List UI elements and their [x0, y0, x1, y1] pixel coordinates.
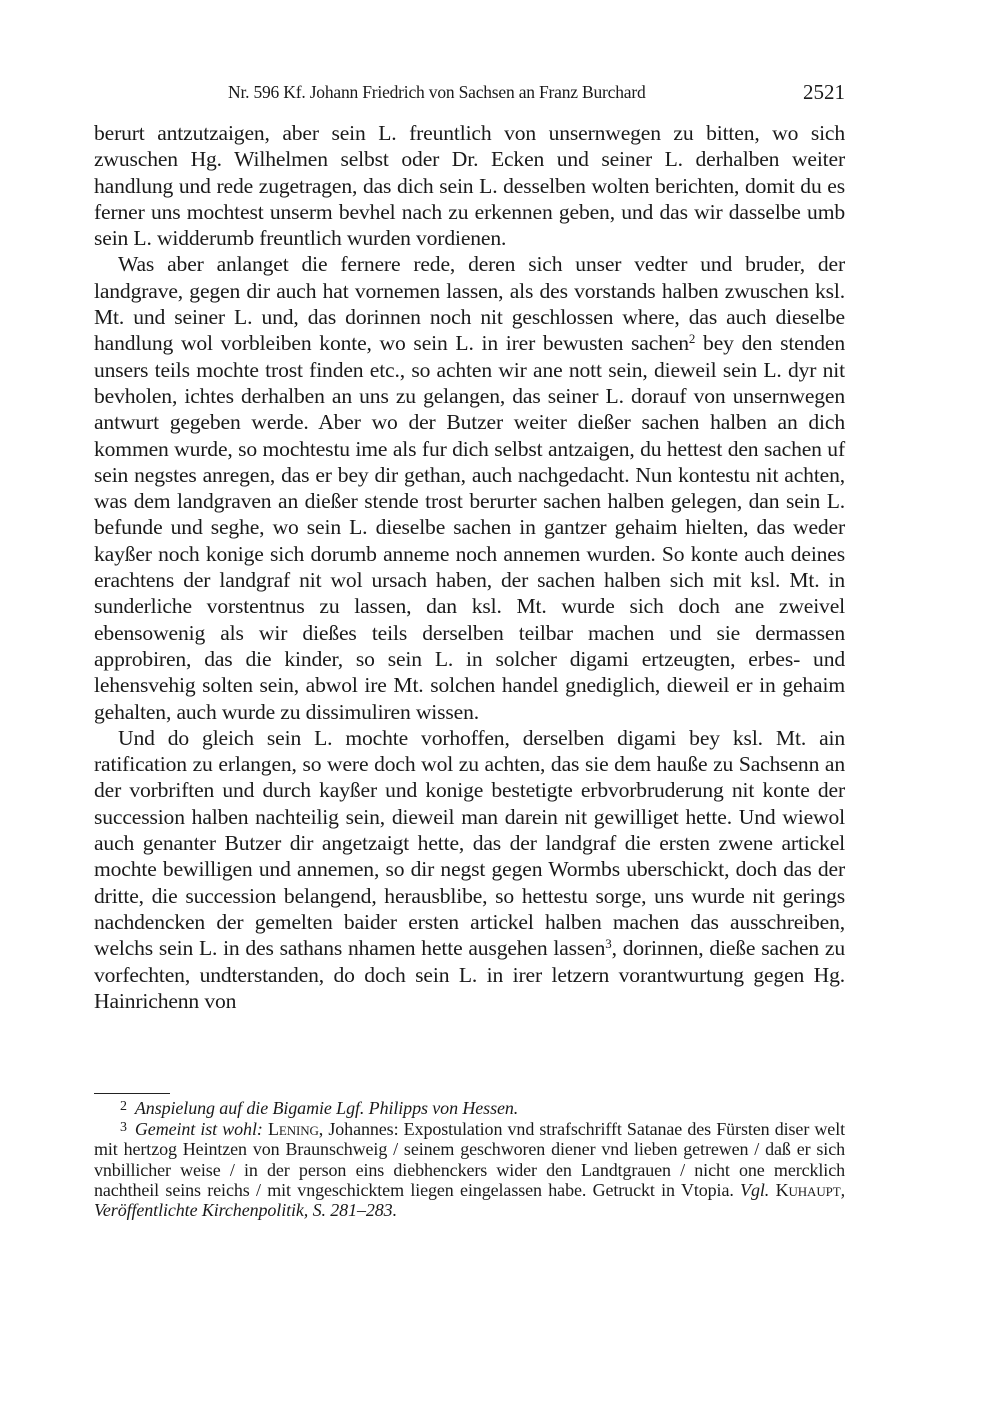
footnote-author: Lening: [267, 1119, 319, 1140]
footnote-2: [94, 1097, 845, 1118]
footnote-3: [94, 1118, 845, 1220]
paragraph-2-part-b: bey den stenden unsers teils mochte trost finden etc., so achten wir ane nott sein, dieweil sein L. dyr nit bevholen, ichtes derhalben an uns zu gelangen, das seiner L. dorauf von unsernwegen antwurt gegeben werde. Aber wo der Butzer weiter dießer sachen halben an dich kommen wurde, so mochtestu ime als fur dich selbst antzaigen, du hettest den sachen uf sein negstes anregen, das er bey dir gethan, auch nachgedacht. Nun kontestu nit achten, was dem landgraven an dießer stende trost berurter sachen halben gelegen, dan sein L. befunde und seghe, wo sein L. dieselbe sachen in gantzer gehaim hielten, das weder kayßer noch konige sich dorumb anneme noch annemen wurden. So konte auch deines erachtens der landgraf nit wol ursach haben, der sachen halben sich mit ksl. Mt. in sunderliche vorstentnus zu lassen, dan ksl. Mt. wurde sich doch ane zweivel ebensowenig als wir dießes teils derselben teilbar machen und sie dermassen approbiren, das die kinder, so sein L. in solcher digami ertzeugten, erbes- und lehensvehig solten sein, abwol ire Mt. solchen handel gnediglich, dieweil er in gehaim gehalten, auch wurde zu dissimuliren wissen.: [94, 331, 845, 724]
paragraph-1: berurt antzutzaigen, aber sein L. freuntlich von unsernwegen zu bitten, wo sich zwuschen Hg. Wilhelmen selbst oder Dr. Ecken und seiner L. derhalben weiter handlung und rede zugetragen, das dich sein L. desselben wolten berichten, domit du es ferner uns mochtest unserm bevhel nach zu erkennen geben, und das wir dasselbe umb sein L. widderumb freuntlich wurden vordienen.: [94, 121, 845, 251]
paragraph-3-part-b: , dorinnen, dieße sachen zu vorfechten, undterstanden, do doch sein L. in irer letzern vorantwurtung gegen Hg. Hainrichenn von: [94, 936, 845, 1013]
page-header: [94, 80, 845, 108]
paragraph-3: [94, 725, 845, 1014]
footnote-lead: Gemeint ist wohl:: [134, 1119, 263, 1140]
footnote-ref-2[interactable]: 2: [688, 331, 696, 347]
paragraph-2: [94, 251, 845, 724]
footnote-text: Anspielung auf die Bigamie Lgf. Philipps von Hessen.: [134, 1098, 519, 1118]
footnote-number: 2: [120, 1099, 127, 1114]
footnote-separator: [94, 1093, 170, 1094]
main-text: [94, 120, 845, 1014]
footnote-ref-3[interactable]: 3: [605, 936, 612, 952]
footnote-number: 3: [120, 1120, 127, 1136]
footnotes: [94, 1097, 845, 1220]
running-head: Nr. 596 Kf. Johann Friedrich von Sachsen an Franz Burchard: [228, 82, 646, 102]
paragraph-3-part-a: Und do gleich sein L. mochte vorhoffen, derselben digami bey ksl. Mt. ain ratification zu erlangen, so were doch wol zu achten, das sie dem hauße zu Sachsenn an der vorbriften und durch kayßer und konige bestetigte erbvorbruderung nit konte der succession halben nachteilig sein, dieweil man darein nit gewilliget hette. Und wiewol auch genanter Butzer dir angetzaigt hette, das der landgraf die ersten zwene artickel mochte bewilligen und annemen, so dir negst gegen Wormbs uberschickt, doch das der dritte, die succession belangend, herausblibe, so hettestu sorge, uns wurde nit gerings nachdencken der gemelten baider ersten artickel halben machen das ausschreiben, welchs sein L. in des sathans nhamen hette ausgehen lassen: [94, 725, 845, 961]
footnote-text: , Johannes: Expostulation vnd strafschrifft Satanae des Fürsten diser welt mit hertzog Heintzen von Braunschweig / seinem geschworen diener vnd lieben getrewen / daß er sich vnbillicher weise / in der person eins diebhenckers wider den Landtgrauen / nicht one mercklich nachtheil seins reichs / mit vngeschicktem liegen eingelassen habe. Getruckt in Vtopia.: [94, 1119, 845, 1200]
footnote-ref-title: , Veröffentlichte Kirchenpolitik, S. 281–283.: [94, 1179, 846, 1221]
paragraph-2-part-a: Was aber anlanget die fernere rede, deren sich unser vedter und bruder, der landgrave, gegen dir auch hat vornemen lassen, als des vorstands halben zwuschen ksl. Mt. und seiner L. und, das dorinnen noch nit geschlossen where, das auch dieselbe handlung wol vorbleiben konte, wo sein L. in irer bewusten sachen: [94, 252, 845, 356]
footnote-ref-author: Kuhaupt: [775, 1179, 841, 1200]
page-number: 2521: [803, 80, 845, 104]
footnote-vgl: Vgl.: [740, 1179, 770, 1200]
